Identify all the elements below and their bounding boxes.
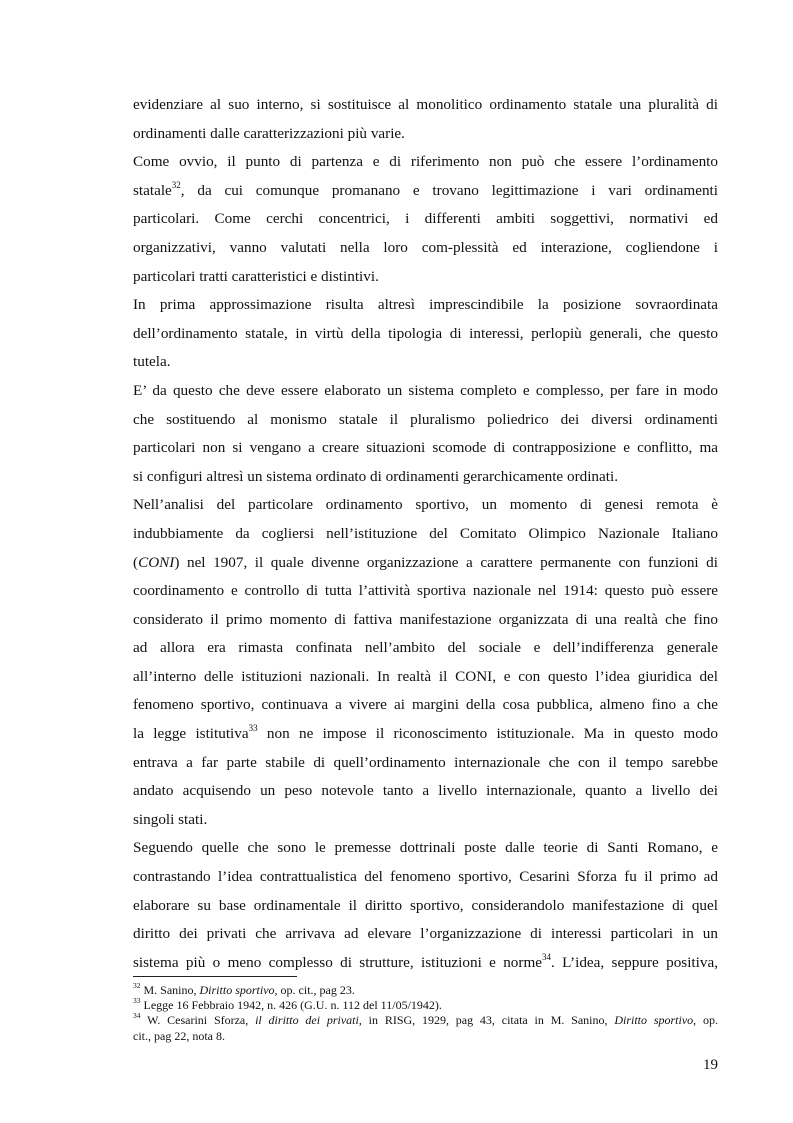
italic-term: CONI <box>138 553 175 571</box>
footnote <box>133 983 718 998</box>
footnote-ref[interactable]: 34 <box>542 951 552 962</box>
footnote-ref[interactable]: 32 <box>171 179 181 190</box>
document-page <box>133 0 718 1123</box>
text-line: particolari non si vengano a creare situazioni scomode di contrapposizione e conflitto, ma <box>133 439 718 457</box>
page-number: 19 <box>703 1057 718 1073</box>
footnote-number: 32 <box>133 981 141 990</box>
text-line: E’ da questo che deve essere elaborato un sistema completo e complesso, per fare in modo <box>133 381 718 399</box>
footnote-separator <box>133 976 297 977</box>
footnote-ref[interactable]: 33 <box>248 723 258 733</box>
text-line: si configuri altresì un sistema ordinato di ordinamenti gerarchicamente ordinati. <box>133 467 619 485</box>
text-line: all’interno delle istituzioni nazionali. In realtà il CONI, e con questo l’idea giuridica del <box>133 667 718 685</box>
footnote-line: $^{34}$ W. Cesarini Sforza, il diritto dei privati, in RISG, 1929, pag 43, citata in M. Sanino, Diritto sportivo, op. <box>133 1011 718 1028</box>
paragraph <box>133 148 718 291</box>
text-line: ordinamenti dalle caratterizzazioni più varie. <box>133 124 405 142</box>
text-line: statale$^{32}$, da cui comunque promanano e trovano legittimazione i vari ordinamenti <box>133 179 718 199</box>
footnote-line: $^{33}$ Legge 16 Febbraio 1942, n. 426 (G.U. n. 112 del 11/05/1942). <box>133 996 442 1013</box>
text-line: che sostituendo al monismo statale il pluralismo poliedrico dei diversi ordinamenti <box>133 410 718 428</box>
footnote-number: 34 <box>133 1011 141 1021</box>
text-line: singoli stati. <box>133 810 208 828</box>
paragraph <box>133 377 718 491</box>
text-line: considerato il primo momento di fattiva manifestazione organizzata di una realtà che fino <box>133 610 718 628</box>
text-line: particolari. Come cerchi concentrici, i differenti ambiti soggettivi, normativi ed <box>133 210 718 228</box>
text-line: fenomeno sportivo, continuava a vivere ai margini della cosa pubblica, almeno fino a che <box>133 696 718 714</box>
body-text <box>133 91 718 977</box>
footnotes <box>133 983 718 1044</box>
text-line: indubbiamente da cogliersi nell’istituzione del Comitato Olimpico Nazionale Italiano <box>133 524 718 542</box>
italic-title: Diritto sportivo <box>614 1013 694 1028</box>
text-line: dell’ordinamento statale, in virtù della tipologia di interessi, perlopiù generali, che questo <box>133 324 718 342</box>
text-line: In prima approssimazione risulta altresì imprescindibile la posizione sovraordinata <box>133 296 718 314</box>
paragraph <box>133 291 718 377</box>
footnote <box>133 1013 718 1043</box>
text-line: (CONI) nel 1907, il quale divenne organizzazione a carattere permanente con funzioni di <box>133 553 718 571</box>
text-line: tutela. <box>133 353 171 371</box>
footnote-line: $^{32}$ M. Sanino, Diritto sportivo, op. cit., pag 23. <box>133 981 355 997</box>
text-line: evidenziare al suo interno, si sostituisce al monolitico ordinamento statale una pluralità di <box>133 96 718 113</box>
text-line: elaborare su base ordinamentale il diritto sportivo, considerandolo manifestazione di quel <box>133 896 718 914</box>
text-line: Nell’analisi del particolare ordinamento sportivo, un momento di genesi remota è <box>133 496 718 514</box>
text-line: Seguendo quelle che sono le premesse dottrinali poste dalle teorie di Santi Romano, e <box>133 839 718 857</box>
paragraph <box>133 834 718 977</box>
text-line: coordinamento e controllo di tutta l’attività sportiva nazionale nel 1914: questo può essere <box>133 582 718 600</box>
text-line: particolari tratti caratteristici e distintivi. <box>133 267 379 285</box>
italic-title: il diritto dei privati, <box>255 1013 362 1028</box>
text-line: entrava a far parte stabile di quell’ordinamento internazionale che con il tempo sarebbe <box>133 753 718 771</box>
text-line: contrastando l’idea contrattualistica del fenomeno sportivo, Cesarini Sforza fu il primo ad <box>133 868 718 886</box>
text-line: andato acquisendo un peso notevole tanto a livello internazionale, quanto a livello dei <box>133 782 718 800</box>
footnote-number: 33 <box>133 996 141 1006</box>
italic-title: Diritto sportivo <box>199 983 275 997</box>
text-line: la legge istitutiva$^{33}$ non ne impose il riconoscimento istituzionale. Ma in questo modo <box>133 723 718 743</box>
text-line: Come ovvio, il punto di partenza e di riferimento non può che essere l’ordinamento <box>133 153 718 171</box>
text-line: organizzativi, vanno valutati nella loro com-plessità ed interazione, cogliendone i <box>133 238 718 256</box>
paragraph <box>133 91 718 148</box>
text-line: sistema più o meno complesso di strutture, istituzioni e norme$^{34}$. L’idea, seppure positiva, <box>133 951 718 971</box>
text-line: ad allora era rimasta confinata nell’ambito del sociale e dell’indifferenza generale <box>133 639 718 657</box>
footnote <box>133 998 718 1013</box>
text-line: diritto dei privati che arrivava ad elevare l’organizzazione di interessi particolari in un <box>133 925 718 943</box>
paragraph <box>133 491 718 834</box>
footnote-line: cit., pag 22, nota 8. <box>133 1028 225 1043</box>
